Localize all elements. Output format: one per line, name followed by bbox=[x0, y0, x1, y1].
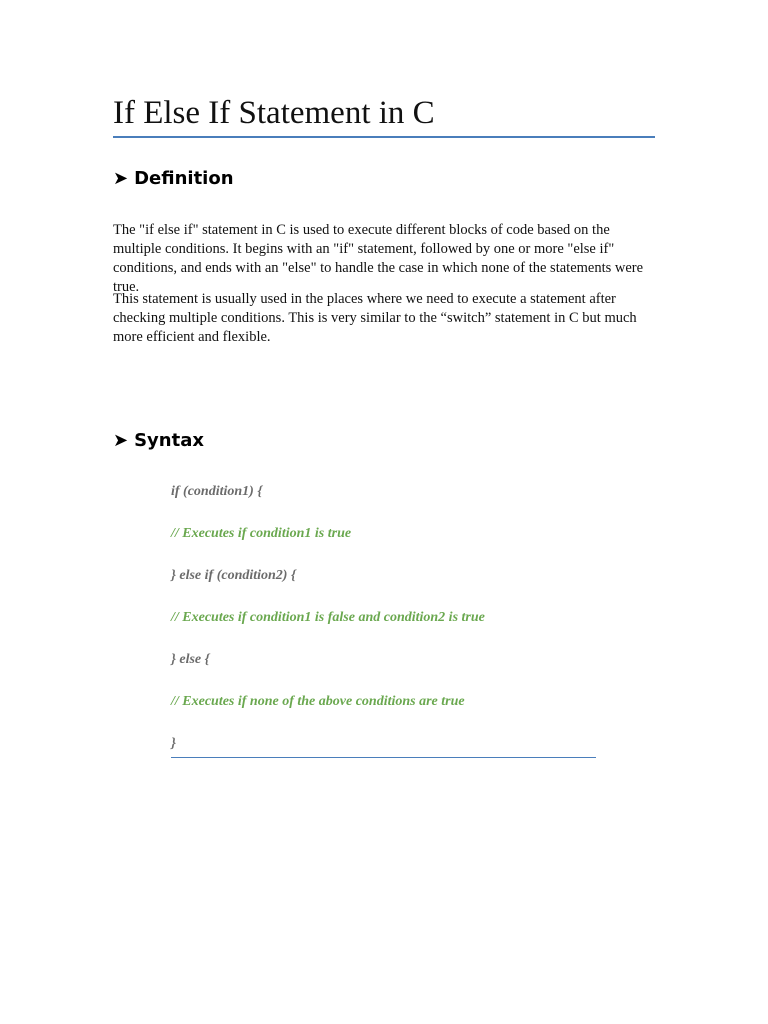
code-line: } bbox=[171, 736, 176, 751]
section-heading-label: Definition bbox=[134, 168, 234, 189]
code-line: } else if (condition2) { bbox=[171, 568, 296, 583]
code-comment-line: // Executes if condition1 is true bbox=[171, 526, 352, 541]
code-comment-line: // Executes if none of the above conditions are true bbox=[171, 694, 465, 709]
section-heading-syntax bbox=[113, 429, 204, 453]
definition-paragraph-1: The "if else if" statement in C is used to execute different blocks of code based on the multiple conditions. It begins with an "if" statement, followed by one or more "else if" conditions, and ends with an "else" to handle the case in which none of the statements were true. bbox=[113, 222, 644, 295]
arrow-bullet-icon: ➤ bbox=[113, 168, 129, 189]
title-underline bbox=[113, 136, 655, 138]
page-title: If Else If Statement in C bbox=[113, 95, 435, 131]
code-comment-line: // Executes if condition1 is false and condition2 is true bbox=[171, 610, 485, 625]
section-heading-label: Syntax bbox=[134, 430, 204, 451]
code-block-underline bbox=[171, 757, 596, 758]
code-line: if (condition1) { bbox=[171, 484, 263, 499]
arrow-bullet-icon: ➤ bbox=[113, 430, 129, 451]
section-heading-definition bbox=[113, 167, 234, 191]
definition-paragraph-2: This statement is usually used in the places where we need to execute a statement after checking multiple conditions. This is very similar to the “switch” statement in C but much more efficient and flexible. bbox=[113, 291, 637, 345]
code-line: } else { bbox=[171, 652, 210, 667]
